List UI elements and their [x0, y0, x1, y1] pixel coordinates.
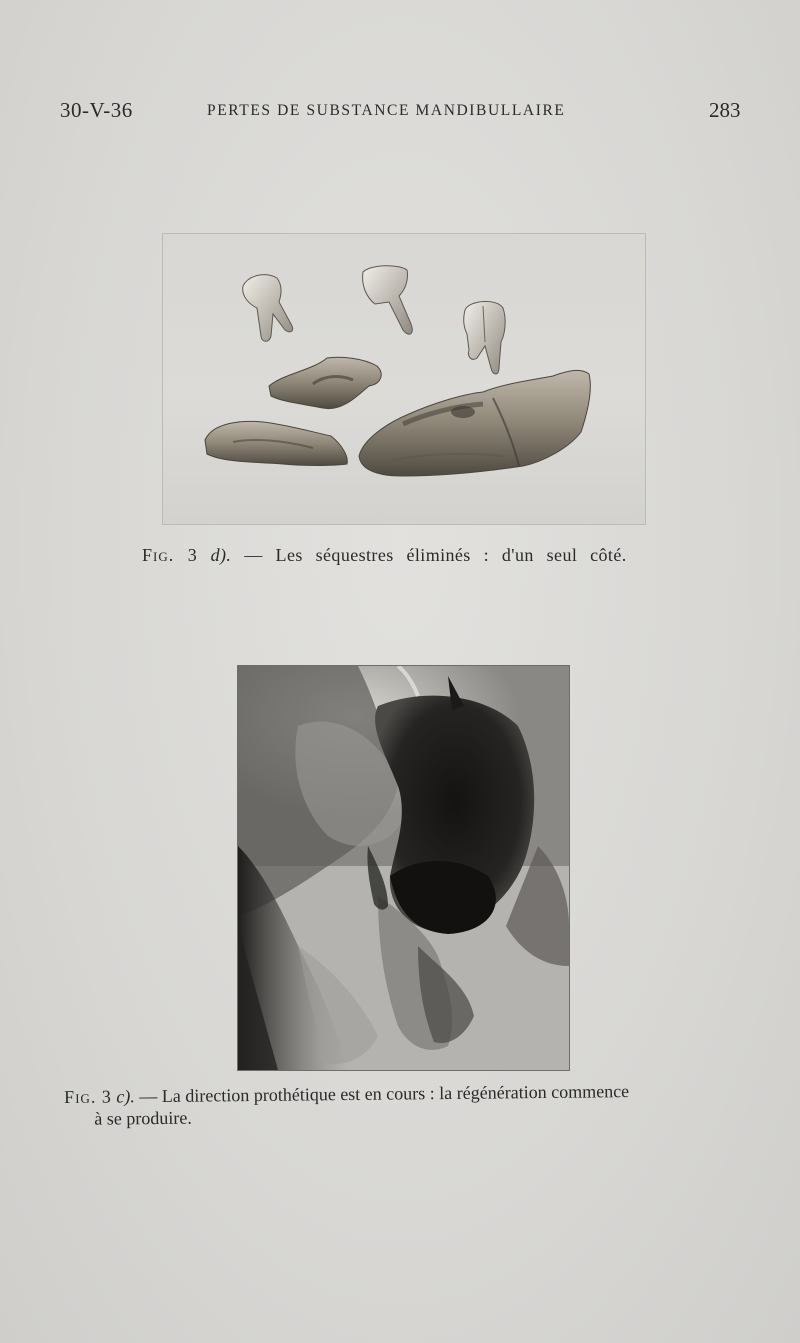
sequestra-photo-image: [163, 234, 645, 524]
bone-fragment-large: [359, 370, 590, 476]
figure-d-label: Fig. 3: [142, 545, 198, 565]
figure-c-caption-line2: à se produire.: [94, 1107, 192, 1129]
radiograph-image: [238, 666, 569, 1070]
bone-fragment-left: [205, 421, 347, 465]
figure-c-letter: c).: [116, 1086, 135, 1107]
header-date: 30-V-36: [60, 98, 133, 122]
figure-radiograph: [237, 665, 570, 1071]
figure-d-letter: d).: [210, 545, 232, 565]
figure-d-caption: [142, 545, 682, 566]
tooth-1: [243, 275, 293, 342]
figure-d-caption-text: — Les séquestres éliminés : d'un seul côté.: [244, 545, 627, 565]
bone-fragment-small: [269, 357, 381, 408]
tooth-3: [464, 301, 505, 374]
figure-c-caption-text: — La direction prothétique est en cours : la régénération commence: [139, 1081, 630, 1107]
page-number: 283: [709, 98, 741, 122]
running-head: [0, 98, 800, 128]
header-title: PERTES DE SUBSTANCE MANDIBULLAIRE: [207, 102, 566, 119]
figure-c-caption: [64, 1079, 754, 1130]
tooth-2: [363, 266, 413, 335]
figure-sequestra-photo: [162, 233, 646, 525]
figure-c-label: Fig. 3: [64, 1086, 112, 1107]
